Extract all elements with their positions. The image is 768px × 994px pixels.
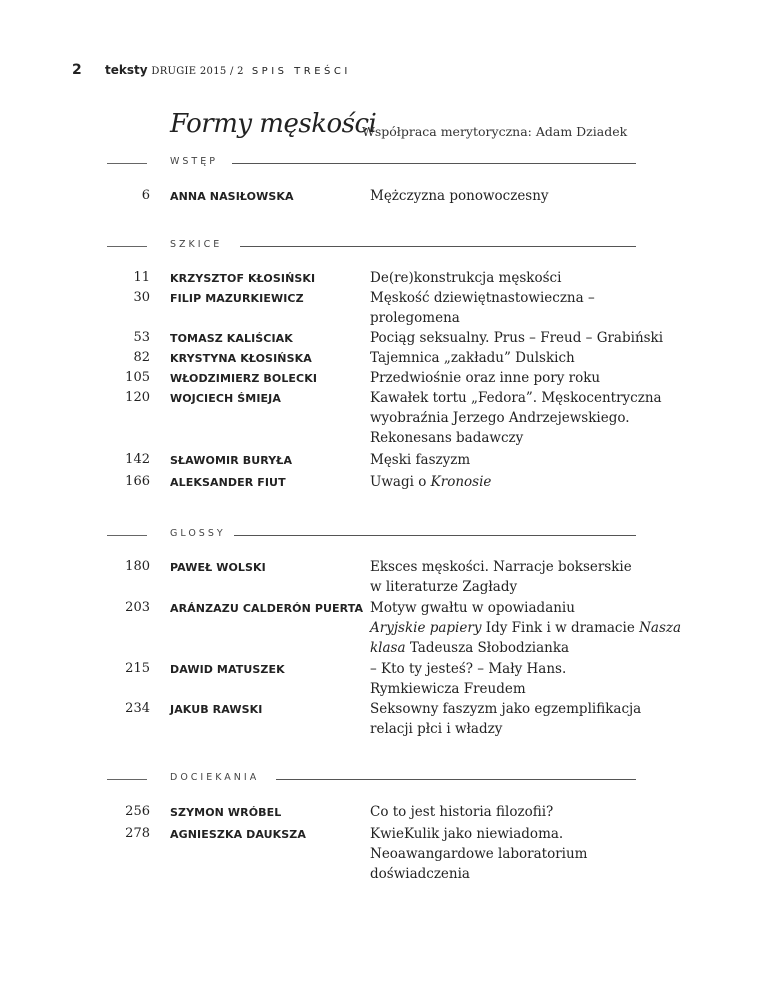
toc-title-line: wyobraźnia Jerzego Andrzejewskiego.	[370, 410, 630, 426]
toc-title-line: Co to jest historia filozofii?	[370, 804, 554, 820]
toc-title	[370, 450, 650, 470]
issue-title: Formy męskości	[170, 109, 377, 139]
section-heading-szkice: SZKICE	[170, 239, 232, 250]
toc-title-line: Rymkiewicza Freudem	[370, 681, 526, 697]
toc-author: AGNIESZKA DAUKSZA	[170, 828, 306, 841]
toc-page: 30	[133, 290, 150, 305]
toc-title-line: Seksowny faszyzm jako egzemplifikacja	[370, 701, 642, 717]
toc-title-line: w literaturze Zagłady	[370, 579, 518, 595]
toc-title-line: Rekonesans badawczy	[370, 430, 524, 446]
toc-title-line	[370, 618, 682, 638]
toc-title	[370, 824, 650, 884]
toc-title	[370, 472, 650, 492]
toc-title-line: Pociąg seksualny. Prus – Freud – Grabiński	[370, 330, 664, 346]
section-heading-wstep: WSTĘP	[170, 156, 228, 167]
toc-title	[370, 802, 650, 822]
toc-author: ALEKSANDER FIUT	[170, 476, 286, 489]
toc-title-italic: Kronosie	[430, 474, 492, 490]
toc-title-line: Mężczyzna ponowoczesny	[370, 188, 549, 204]
toc-title-italic: klasa	[370, 640, 406, 656]
toc-title-line: KwieKulik jako niewiadoma.	[370, 826, 564, 842]
journal-masthead	[105, 63, 351, 77]
toc-title-line: – Kto ty jesteś? – Mały Hans.	[370, 661, 567, 677]
toc-page: 105	[125, 370, 150, 385]
toc-title	[370, 328, 664, 348]
section-rule	[240, 246, 636, 247]
toc-title-line: De(re)konstrukcja męskości	[370, 270, 562, 286]
toc-page: 234	[125, 701, 150, 716]
toc-page: 53	[133, 330, 150, 345]
toc-author: ARÁNZAZU CALDERÓN PUERTA	[170, 602, 364, 615]
page-number: 2	[72, 62, 82, 78]
toc-page: 180	[125, 559, 150, 574]
toc-title-line: Kawałek tortu „Fedora”. Męskocentryczna	[370, 390, 662, 406]
toc-title-line: Męskość dziewiętnastowieczna –	[370, 290, 595, 306]
toc-author: FILIP MAZURKIEWICZ	[170, 292, 304, 305]
toc-page: 215	[125, 661, 150, 676]
toc-title	[370, 288, 650, 328]
toc-author: TOMASZ KALIŚCIAK	[170, 332, 293, 345]
toc-title-line: Neoawangardowe laboratorium	[370, 846, 588, 862]
running-header	[0, 62, 768, 82]
toc-author: KRZYSZTOF KŁOSIŃSKI	[170, 272, 316, 285]
toc-page: 120	[125, 390, 150, 405]
section-rule	[232, 163, 636, 164]
toc-title-line: prolegomena	[370, 310, 460, 326]
toc-title	[370, 388, 662, 448]
section-lead-rule	[107, 535, 147, 536]
section-label: SPIS TREŚCI	[251, 66, 351, 77]
toc-author: WŁODZIMIERZ BOLECKI	[170, 372, 318, 385]
toc-page: 203	[125, 600, 150, 615]
issue-cooperation: Współpraca merytoryczna: Adam Dziadek	[362, 124, 628, 139]
toc-title-line: doświadczenia	[370, 866, 470, 882]
toc-title	[370, 186, 650, 206]
section-rule	[276, 779, 636, 780]
toc-title-line	[370, 638, 650, 658]
toc-author: JAKUB RAWSKI	[170, 703, 263, 716]
toc-page: 166	[125, 474, 150, 489]
toc-page: 11	[133, 270, 150, 285]
toc-author: PAWEŁ WOLSKI	[170, 561, 266, 574]
section-heading-dociekania: DOCIEKANIA	[170, 772, 269, 783]
toc-title-text: Tadeusza Słobodzianka	[405, 640, 570, 656]
toc-title-line: Eksces męskości. Narracje bokserskie	[370, 559, 632, 575]
toc-title-italic: Aryjskie papiery	[370, 620, 482, 636]
toc-title	[370, 699, 650, 739]
toc-title-line: Przedwiośnie oraz inne pory roku	[370, 370, 601, 386]
toc-title	[370, 598, 682, 658]
section-rule	[234, 535, 636, 536]
section-lead-rule	[107, 246, 147, 247]
toc-title	[370, 368, 650, 388]
section-lead-rule	[107, 779, 147, 780]
journal-issue: DRUGIE 2015 / 2	[151, 66, 244, 77]
toc-title	[370, 557, 650, 597]
toc-title	[370, 659, 650, 699]
toc-author: WOJCIECH ŚMIEJA	[170, 392, 281, 405]
toc-page: 278	[125, 826, 150, 841]
toc-title-line: Męski faszyzm	[370, 452, 471, 468]
toc-title	[370, 268, 650, 288]
toc-title-line: relacji płci i władzy	[370, 721, 503, 737]
toc-title-italic: Nasza	[639, 620, 682, 636]
toc-author: ANNA NASIŁOWSKA	[170, 190, 294, 203]
toc-title-line: Motyw gwałtu w opowiadaniu	[370, 600, 575, 616]
section-lead-rule	[107, 163, 147, 164]
toc-title-line: Tajemnica „zakładu” Dulskich	[370, 350, 575, 366]
toc-author: DAWID MATUSZEK	[170, 663, 285, 676]
toc-author: KRYSTYNA KŁOSIŃSKA	[170, 352, 312, 365]
toc-title-text: Idy Fink i w dramacie	[481, 620, 640, 636]
toc-author: SZYMON WRÓBEL	[170, 806, 282, 819]
toc-title-line	[370, 472, 650, 492]
toc-page: 82	[133, 350, 150, 365]
toc-page: 6	[141, 188, 150, 203]
toc-page: 256	[125, 804, 150, 819]
toc-page: 142	[125, 452, 150, 467]
toc-author: SŁAWOMIR BURYŁA	[170, 454, 293, 467]
toc-title-text: Uwagi o	[370, 474, 431, 490]
journal-name: teksty	[105, 63, 148, 77]
section-heading-glossy: GLOSSY	[170, 528, 236, 539]
toc-title	[370, 348, 650, 368]
